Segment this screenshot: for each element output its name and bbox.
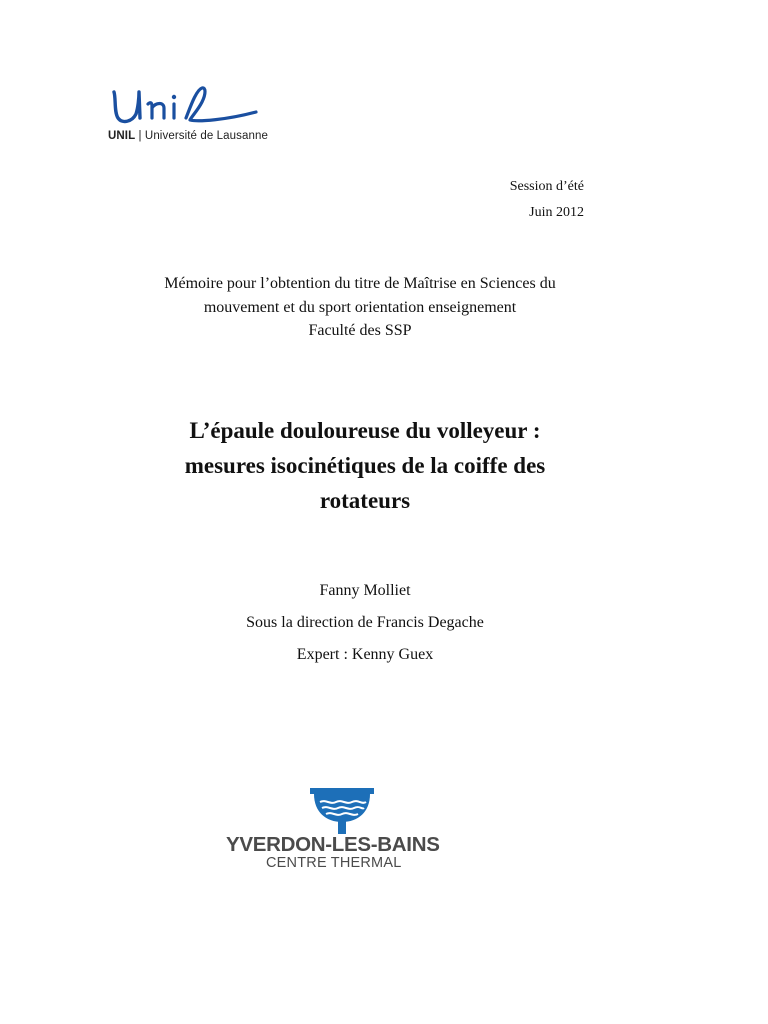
title-line-1: L’épaule douloureuse du volleyeur : — [189, 418, 541, 443]
session-label: Session d’été — [509, 179, 584, 194]
yverdon-subtitle: CENTRE THERMAL — [266, 855, 402, 871]
memoire-line-2: mouvement et du sport orientation enseignement — [203, 298, 517, 316]
session-date: Juin 2012 — [529, 205, 584, 220]
people-block — [80, 580, 650, 676]
page-title — [80, 413, 650, 518]
title-line-2: mesures isocinétiques de la coiffe des — [184, 453, 546, 478]
memoire-subtitle — [100, 272, 620, 343]
thermal-bath-icon — [310, 788, 374, 834]
yverdon-name: YVERDON-LES-BAINS — [226, 833, 440, 856]
session-block — [510, 174, 584, 226]
director-line: Sous la direction de Francis Degache — [246, 614, 484, 631]
expert-line: Expert : Kenny Guex — [296, 646, 434, 663]
unil-script-logo — [106, 84, 266, 132]
unil-logo — [106, 84, 296, 148]
author-name: Fanny Molliet — [319, 582, 411, 599]
memoire-line-1: Mémoire pour l’obtention du titre de Maîtrise en Sciences du — [164, 275, 556, 292]
unil-caption: UNIL | Université de Lausanne — [108, 130, 268, 142]
title-line-3: rotateurs — [319, 488, 411, 513]
memoire-line-3: Faculté des SSP — [308, 322, 412, 339]
yverdon-logo — [226, 788, 456, 878]
